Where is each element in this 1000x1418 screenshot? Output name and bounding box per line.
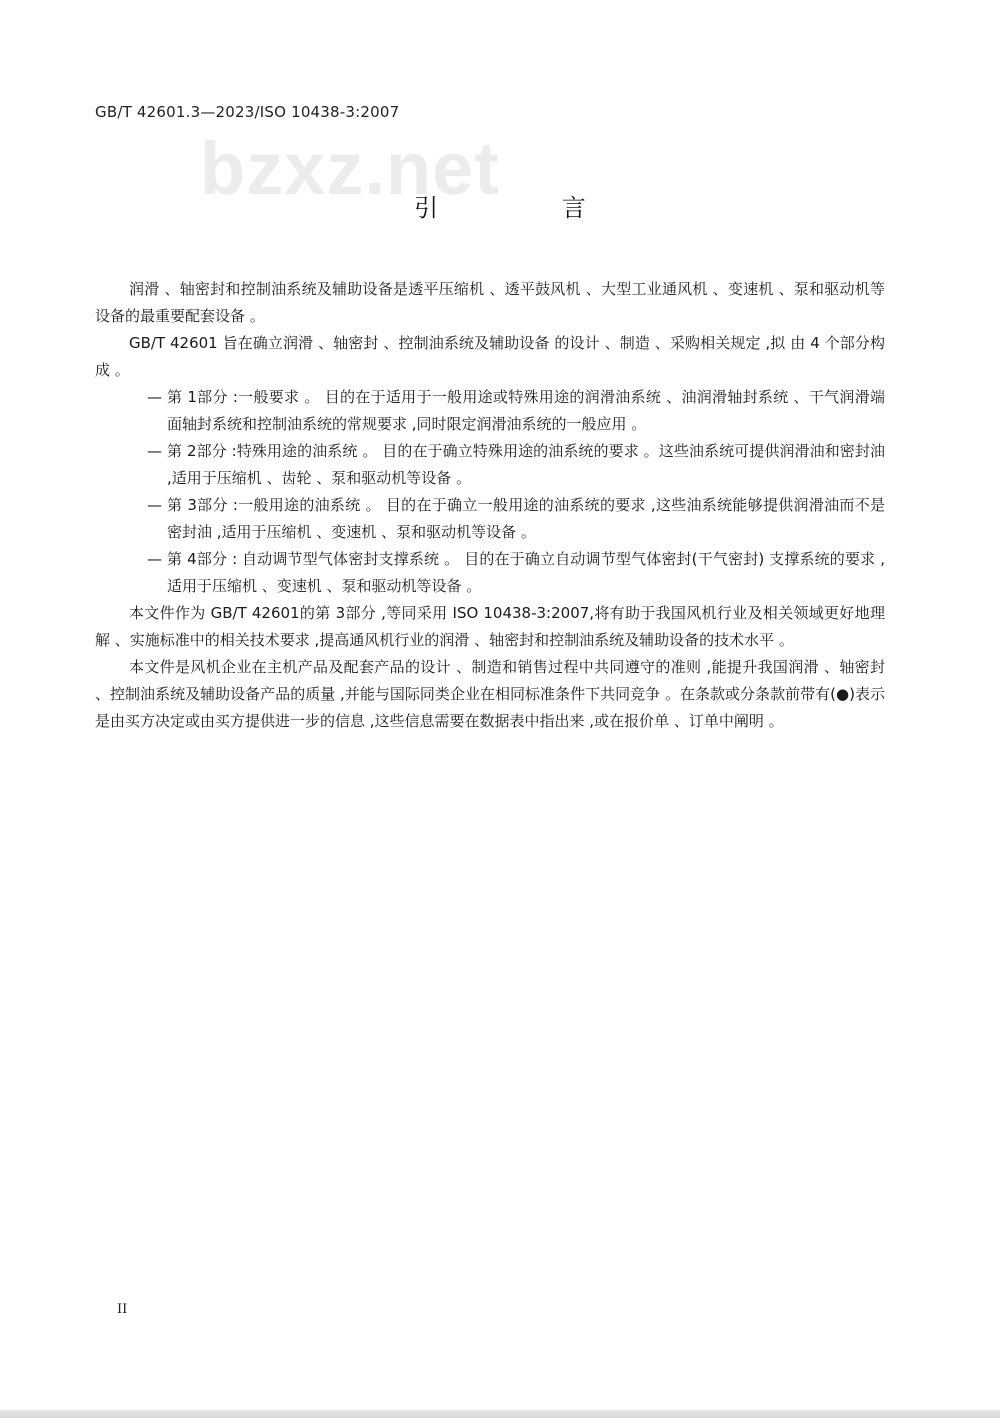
- page-bottom-edge: [0, 1410, 1000, 1418]
- list-item-part-4: [95, 546, 885, 600]
- paragraph-1: 润滑 、轴密封和控制油系统及辅助设备是透平压缩机 、透平鼓风机 、大型工业通风机 、变速机 、泵和驱动机等设备的最重要配套设备 。: [95, 280, 885, 325]
- list-dash: —: [147, 442, 162, 460]
- list-item-part-1: [95, 384, 885, 438]
- paragraph-3: 本文件作为 GB/T 42601的第 3部分 ,等同采用 ISO 10438-3:2007,将有助于我国风机行业及相关领域更好地理解 、实施标准中的相关技术要求 ,提高通风机行业的润滑 、轴密封和控制油系统及辅助设备的技术水平 。: [95, 604, 885, 649]
- list-dash: —: [147, 496, 162, 514]
- paragraph-4: 本文件是风机企业在主机产品及配套产品的设计 、制造和销售过程中共同遵守的准则 ,能提升我国润滑 、轴密封 、控制油系统及辅助设备产品的质量 ,并能与国际同类企业在相同标准条件下共同竞争 。在条款或分条款前带有(●)表示是由买方决定或由买方提供进一步的信息 ,这些信息需要在数据表中指出来 ,或在报价单 、订单中阐明 。: [95, 658, 885, 730]
- list-dash: —: [147, 550, 162, 568]
- list-item-text: 第 1部分 :一般要求 。 目的在于适用于一般用途或特殊用途的润滑油系统 、油润滑轴封系统 、干气润滑端面轴封系统和控制油系统的常规要求 ,同时限定润滑油系统的一般应用 。: [167, 388, 885, 433]
- standard-number-header: GB/T 42601.3—2023/ISO 10438-3:2007: [95, 103, 400, 121]
- paragraph-2: GB/T 42601 旨在确立润滑 、轴密封 、控制油系统及辅助设备 的设计 、制造 、采购相关规定 ,拟 由 4 个部分构成 。: [95, 334, 885, 379]
- list-item-part-3: [95, 492, 885, 546]
- list-item-text: 第 3部分 :一般用途的油系统 。 目的在于确立一般用途的油系统的要求 ,这些油系统能够提供润滑油而不是密封油 ,适用于压缩机 、变速机 、泵和驱动机等设备 。: [167, 496, 885, 541]
- list-item-text: 第 4部分 : 自动调节型气体密封支撑系统 。 目的在于确立自动调节型气体密封(干气密封) 支撑系统的要求 ,适用于压缩机 、变速机 、泵和驱动机等设备 。: [167, 550, 885, 595]
- watermark: bzxz.net: [200, 127, 500, 210]
- list-item-text: 第 2部分 :特殊用途的油系统 。 目的在于确立特殊用途的油系统的要求 。这些油系统可提供润滑油和密封油 ,适用于压缩机 、齿轮 、泵和驱动机等设备 。: [167, 442, 885, 487]
- list-dash: —: [147, 388, 162, 406]
- parts-list: [95, 384, 885, 600]
- list-item-part-2: [95, 438, 885, 492]
- introduction-body: [95, 276, 885, 735]
- page-title: 引 言: [414, 194, 644, 222]
- page-number: II: [117, 1302, 128, 1317]
